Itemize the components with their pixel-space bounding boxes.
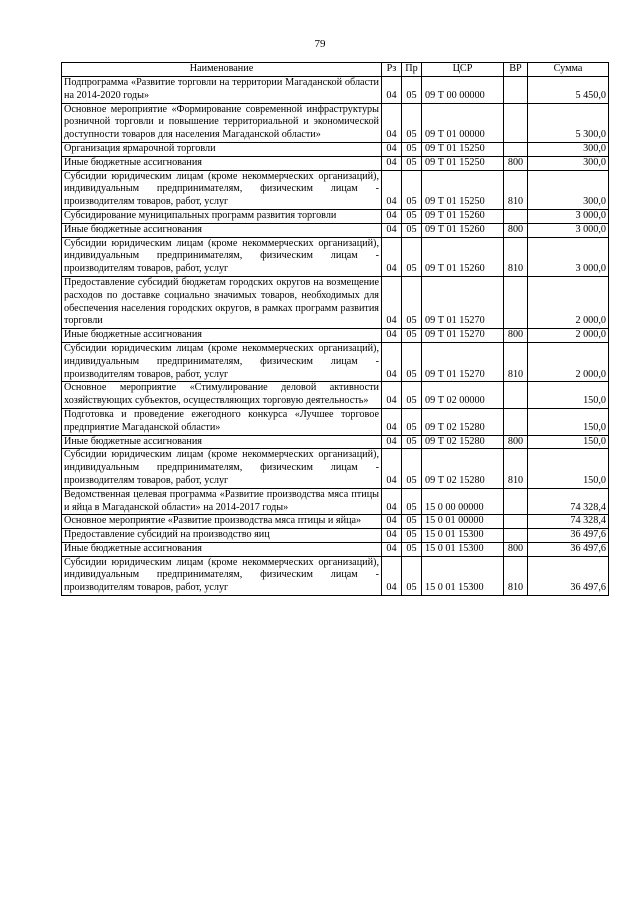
header-row	[62, 63, 609, 77]
cell-sum: 2 000,0	[528, 329, 609, 343]
cell-pr: 05	[402, 556, 422, 595]
cell-rz: 04	[382, 156, 402, 170]
cell-rz: 04	[382, 142, 402, 156]
cell-sum: 36 497,6	[528, 556, 609, 595]
cell-vr	[504, 488, 528, 515]
cell-pr: 05	[402, 209, 422, 223]
cell-sum: 74 328,4	[528, 488, 609, 515]
cell-name: Иные бюджетные ассигнования	[62, 156, 382, 170]
cell-pr: 05	[402, 329, 422, 343]
cell-csr: 09 Т 01 15270	[422, 276, 504, 328]
cell-csr: 09 Т 01 15270	[422, 329, 504, 343]
cell-vr	[504, 77, 528, 104]
cell-vr	[504, 142, 528, 156]
cell-pr: 05	[402, 529, 422, 543]
cell-rz: 04	[382, 276, 402, 328]
cell-pr: 05	[402, 77, 422, 104]
cell-csr: 09 Т 02 15280	[422, 435, 504, 449]
cell-pr: 05	[402, 515, 422, 529]
table-row	[62, 488, 609, 515]
cell-name: Основное мероприятие «Формирование современной инфраструктуры розничной торговли и повышение территориальной и экономической доступности товаров для населения Магаданской области»	[62, 103, 382, 142]
cell-rz: 04	[382, 342, 402, 381]
header-name: Наименование	[62, 63, 382, 77]
cell-csr: 09 Т 01 15250	[422, 156, 504, 170]
cell-sum: 74 328,4	[528, 515, 609, 529]
table-row	[62, 449, 609, 488]
cell-vr: 800	[504, 435, 528, 449]
table-row	[62, 103, 609, 142]
table-row	[62, 408, 609, 435]
cell-rz: 04	[382, 170, 402, 209]
cell-csr: 15 0 01 15300	[422, 542, 504, 556]
cell-vr	[504, 103, 528, 142]
cell-vr	[504, 382, 528, 409]
table-row	[62, 556, 609, 595]
cell-pr: 05	[402, 223, 422, 237]
cell-csr: 09 Т 01 15260	[422, 237, 504, 276]
cell-csr: 09 Т 01 15260	[422, 223, 504, 237]
table-row	[62, 542, 609, 556]
cell-sum: 36 497,6	[528, 529, 609, 543]
cell-pr: 05	[402, 435, 422, 449]
cell-rz: 04	[382, 209, 402, 223]
cell-pr: 05	[402, 488, 422, 515]
table-row	[62, 237, 609, 276]
cell-vr: 800	[504, 542, 528, 556]
table-row	[62, 276, 609, 328]
cell-sum: 3 000,0	[528, 209, 609, 223]
cell-rz: 04	[382, 382, 402, 409]
cell-pr: 05	[402, 408, 422, 435]
cell-name: Организация ярмарочной торговли	[62, 142, 382, 156]
cell-vr: 810	[504, 449, 528, 488]
cell-csr: 15 0 01 15300	[422, 529, 504, 543]
header-sum: Сумма	[528, 63, 609, 77]
cell-name: Предоставление субсидий бюджетам городских округов на возмещение расходов по доставке социально значимых товаров, необходимых для обеспечения населения городских округов, в рамках программ развития торговли	[62, 276, 382, 328]
cell-csr: 09 Т 02 00000	[422, 382, 504, 409]
cell-rz: 04	[382, 435, 402, 449]
cell-name: Подпрограмма «Развитие торговли на территории Магаданской области на 2014-2020 годы»	[62, 77, 382, 104]
table-row	[62, 529, 609, 543]
cell-name: Основное мероприятие «Стимулирование деловой активности хозяйствующих субъектов, осуществляющих торговую деятельность»	[62, 382, 382, 409]
cell-sum: 150,0	[528, 449, 609, 488]
cell-rz: 04	[382, 449, 402, 488]
table-row	[62, 77, 609, 104]
cell-sum: 150,0	[528, 435, 609, 449]
cell-csr: 09 Т 02 15280	[422, 408, 504, 435]
table-row	[62, 329, 609, 343]
cell-pr: 05	[402, 103, 422, 142]
cell-sum: 5 300,0	[528, 103, 609, 142]
table-body	[62, 77, 609, 596]
table-row	[62, 142, 609, 156]
cell-name: Субсидии юридическим лицам (кроме некоммерческих организаций), индивидуальным предпринимателям, физическим лицам - производителям товаров, работ, услуг	[62, 237, 382, 276]
cell-sum: 300,0	[528, 142, 609, 156]
cell-name: Субсидии юридическим лицам (кроме некоммерческих организаций), индивидуальным предпринимателям, физическим лицам - производителям товаров, работ, услуг	[62, 342, 382, 381]
cell-vr: 810	[504, 556, 528, 595]
cell-pr: 05	[402, 156, 422, 170]
table-row	[62, 223, 609, 237]
cell-sum: 300,0	[528, 170, 609, 209]
cell-sum: 36 497,6	[528, 542, 609, 556]
table-row	[62, 435, 609, 449]
cell-rz: 04	[382, 488, 402, 515]
cell-rz: 04	[382, 529, 402, 543]
cell-rz: 04	[382, 408, 402, 435]
table-row	[62, 170, 609, 209]
cell-name: Иные бюджетные ассигнования	[62, 542, 382, 556]
cell-sum: 300,0	[528, 156, 609, 170]
cell-rz: 04	[382, 542, 402, 556]
cell-sum: 2 000,0	[528, 342, 609, 381]
cell-name: Субсидии юридическим лицам (кроме некоммерческих организаций), индивидуальным предпринимателям, физическим лицам - производителям товаров, работ, услуг	[62, 170, 382, 209]
cell-name: Иные бюджетные ассигнования	[62, 329, 382, 343]
cell-vr: 800	[504, 156, 528, 170]
cell-csr: 15 0 00 00000	[422, 488, 504, 515]
cell-pr: 05	[402, 142, 422, 156]
cell-csr: 15 0 01 00000	[422, 515, 504, 529]
cell-name: Субсидирование муниципальных программ развития торговли	[62, 209, 382, 223]
cell-sum: 3 000,0	[528, 237, 609, 276]
header-pr: Пр	[402, 63, 422, 77]
page-number: 79	[314, 38, 326, 50]
cell-sum: 150,0	[528, 408, 609, 435]
cell-pr: 05	[402, 170, 422, 209]
cell-rz: 04	[382, 329, 402, 343]
cell-vr	[504, 529, 528, 543]
cell-pr: 05	[402, 276, 422, 328]
cell-vr	[504, 515, 528, 529]
cell-csr: 09 Т 00 00000	[422, 77, 504, 104]
cell-csr: 15 0 01 15300	[422, 556, 504, 595]
header-rz: Рз	[382, 63, 402, 77]
cell-sum: 2 000,0	[528, 276, 609, 328]
cell-pr: 05	[402, 342, 422, 381]
cell-rz: 04	[382, 237, 402, 276]
cell-csr: 09 Т 01 15260	[422, 209, 504, 223]
cell-name: Основное мероприятие «Развитие производства мяса птицы и яйца»	[62, 515, 382, 529]
cell-csr: 09 Т 01 00000	[422, 103, 504, 142]
cell-sum: 150,0	[528, 382, 609, 409]
cell-pr: 05	[402, 382, 422, 409]
table-row	[62, 156, 609, 170]
cell-name: Ведомственная целевая программа «Развитие производства мяса птицы и яйца в Магаданской области» на 2014-2017 годы»	[62, 488, 382, 515]
cell-csr: 09 Т 01 15250	[422, 170, 504, 209]
header-vr: ВР	[504, 63, 528, 77]
cell-name: Предоставление субсидий на производство яиц	[62, 529, 382, 543]
table-header	[62, 63, 609, 77]
cell-rz: 04	[382, 515, 402, 529]
cell-vr: 800	[504, 329, 528, 343]
header-csr: ЦСР	[422, 63, 504, 77]
cell-vr: 810	[504, 170, 528, 209]
table-row	[62, 382, 609, 409]
table-row	[62, 515, 609, 529]
cell-name: Иные бюджетные ассигнования	[62, 435, 382, 449]
cell-sum: 5 450,0	[528, 77, 609, 104]
cell-pr: 05	[402, 237, 422, 276]
cell-vr: 810	[504, 342, 528, 381]
cell-name: Иные бюджетные ассигнования	[62, 223, 382, 237]
cell-vr: 800	[504, 223, 528, 237]
budget-table	[61, 62, 609, 596]
cell-rz: 04	[382, 556, 402, 595]
cell-name: Субсидии юридическим лицам (кроме некоммерческих организаций), индивидуальным предпринимателям, физическим лицам - производителям товаров, работ, услуг	[62, 556, 382, 595]
cell-csr: 09 Т 01 15270	[422, 342, 504, 381]
cell-name: Подготовка и проведение ежегодного конкурса «Лучшее торговое предприятие Магаданской области»	[62, 408, 382, 435]
cell-rz: 04	[382, 223, 402, 237]
table-row	[62, 209, 609, 223]
cell-vr	[504, 408, 528, 435]
table-row	[62, 342, 609, 381]
cell-vr: 810	[504, 237, 528, 276]
cell-rz: 04	[382, 103, 402, 142]
cell-csr: 09 Т 01 15250	[422, 142, 504, 156]
cell-pr: 05	[402, 542, 422, 556]
cell-rz: 04	[382, 77, 402, 104]
cell-name: Субсидии юридическим лицам (кроме некоммерческих организаций), индивидуальным предпринимателям, физическим лицам - производителям товаров, работ, услуг	[62, 449, 382, 488]
cell-vr	[504, 276, 528, 328]
cell-csr: 09 Т 02 15280	[422, 449, 504, 488]
cell-pr: 05	[402, 449, 422, 488]
cell-sum: 3 000,0	[528, 223, 609, 237]
cell-vr	[504, 209, 528, 223]
